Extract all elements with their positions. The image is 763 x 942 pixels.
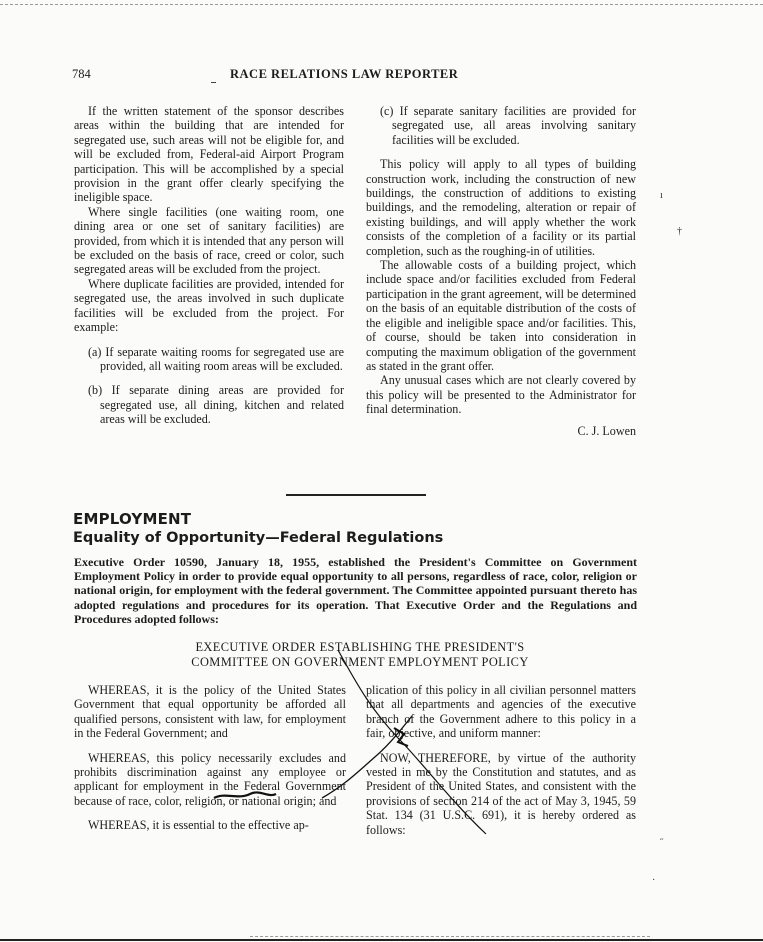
paragraph: The allowable costs of a building project, which include space and/or facilities excluded from Federal participation in the grant agreement, will be determined on the basis of an equitable distribution of the costs of the eligible and ineligible space and/or facilities. This, of course, should be taken into consideration in computing the maximum obligation of the government as stated in the grant offer. [366, 258, 636, 373]
order-title-line: COMMITTEE ON GOVERNMENT EMPLOYMENT POLICY [191, 655, 529, 670]
paragraph: WHEREAS, this policy necessarily excludes and prohibits discrimination against any employee or applicant for employment in the Federal Government because of race, color, religion, or national origin; and [74, 750, 346, 808]
margin-mark: ı [660, 190, 663, 201]
paragraph: WHEREAS, it is the policy of the United States Government that equal opportunity be afforded all qualified persons, consistent with law, for employment in the Federal Government; and [74, 683, 346, 741]
margin-mark: ˝ [660, 838, 664, 849]
paragraph: WHEREAS, it is essential to the effective ap- [88, 818, 309, 833]
order-title-line: EXECUTIVE ORDER ESTABLISHING THE PRESIDENT'S [195, 640, 525, 654]
paragraph: Any unusual cases which are not clearly covered by this policy will be presented to the Administrator for final determination. [366, 373, 636, 417]
margin-mark: † [677, 226, 682, 237]
signature: C. J. Lowen [577, 423, 636, 438]
paragraph: Where duplicate facilities are provided, intended for segregated use, the areas involved in such duplicate facilities will be excluded from the project. For example: [74, 276, 344, 335]
upper-right-column [366, 104, 636, 438]
top-dashed-rule [0, 4, 763, 5]
running-head: RACE RELATIONS LAW REPORTER [230, 67, 459, 81]
paragraph: This policy will apply to all types of building construction work, including the construction of new buildings, the construction of additions to existing buildings, and the remodeling, alteration or repair of existing buildings, and will apply whether the work consists of the completion of a facility or its partial completion, such as the roughing-in of utilities. [366, 157, 636, 258]
bottom-dashed-rule [250, 936, 650, 937]
list-item-a: (a) If separate waiting rooms for segregated use are provided, all waiting room areas will be excluded. [88, 344, 344, 373]
section-subheading: Equality of Opportunity—Federal Regulations [73, 530, 444, 546]
header-tick-mark [211, 82, 216, 83]
margin-mark: · [652, 875, 656, 886]
lower-right-column [366, 683, 636, 837]
section-heading: EMPLOYMENT [73, 510, 192, 528]
page-number: 784 [72, 67, 91, 81]
list-item-c: (c) If separate sanitary facilities are provided for segregated use, all areas involving sanitary facilities will be excluded. [380, 104, 636, 147]
paragraph: Where single facilities (one waiting room, one dining area or one set of sanitary facilities) are provided, from which it is intended that any person will be excluded on the basis of race, creed or color, such segregated areas will be excluded from the project. [74, 204, 344, 277]
paragraph: NOW, THEREFORE, by virtue of the authority vested in me by the Constitution and statutes, and as President of the United States, and consistent with the provisions of section 214 of the act of May 3, 1945, 59 Stat. 134 (31 U.S.C. 691), it is hereby ordered as follows: [366, 750, 636, 837]
upper-left-column [74, 104, 344, 427]
section-intro: Executive Order 10590, January 18, 1955, established the President's Committee on Government Employment Policy in order to provide equal opportunity to all persons, regardless of race, color, religion or national origin, for employment with the federal government. The Committee appointed pursuant thereto has adopted regulations and procedures for its operation. That Executive Order and the Regulations and Procedures adopted follows: [74, 555, 637, 626]
lower-left-column [74, 683, 346, 833]
list-item-b: (b) If separate dining areas are provided for segregated use, all dining, kitchen and related areas will be excluded. [88, 383, 344, 427]
executive-order-title [150, 640, 570, 671]
bottom-edge-line [0, 939, 763, 941]
paragraph: If the written statement of the sponsor describes areas within the building that are intended for segregated use, such areas will not be eligible for, and will be excluded from, Federal-aid Airport Program participation. This will be accomplished by a special provision in the grant offer clearly specifying the ineligible space. [74, 104, 344, 205]
section-divider [286, 494, 426, 496]
paragraph: plication of this policy in all civilian personnel matters that all departments and agencies of the executive branch of the Government adhere to this policy in a fair, objective, and uniform manner: [366, 683, 636, 741]
